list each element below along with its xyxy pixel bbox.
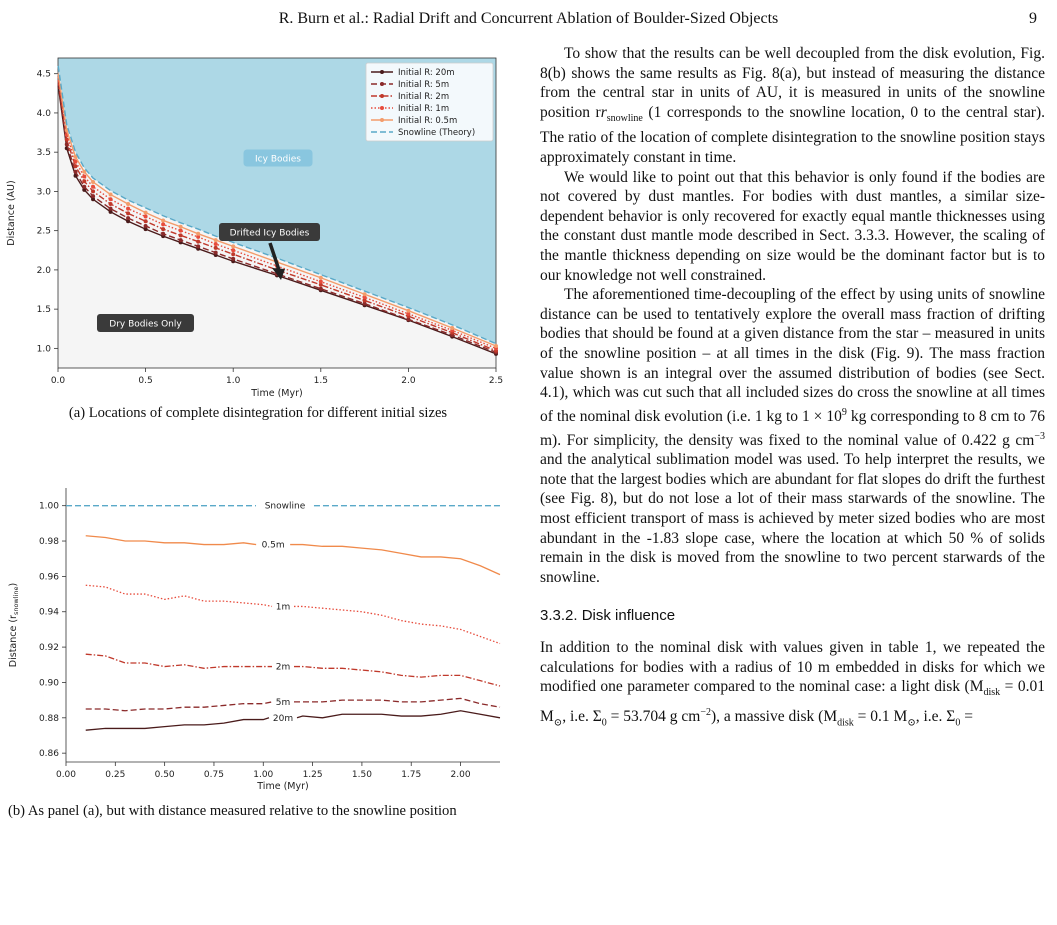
- section-heading: 3.3.2. Disk influence: [540, 607, 676, 625]
- data-point: [231, 244, 235, 248]
- drifted-label: Drifted Icy Bodies: [229, 228, 310, 239]
- data-point: [231, 248, 235, 252]
- data-point: [144, 215, 148, 219]
- paragraph-4: In addition to the nominal disk with values given in table 1, we repeated the calculations for bodies with a radius of 10 m embedded in disks for which we modified one parameter compared to the nominal case: a light disk ($M_{disk} = 0.01$ $M_⊙$, i.e. $\Sigma_0 = 53.704$ g $cm^{-2}$), a massive disk ($M_{disk} = 0.1$ $M_⊙$, i.e. $\Sigma_0$ =: [540, 639, 1045, 729]
- series-line: [86, 536, 256, 545]
- x-tick-label: 1.5: [313, 376, 328, 386]
- data-point: [109, 202, 113, 206]
- data-point: [214, 246, 218, 250]
- data-point: [214, 238, 218, 242]
- x-tick-label: 1.0: [226, 376, 241, 386]
- legend-label: Snowline (Theory): [398, 128, 476, 138]
- snowline-line-label: Snowline: [264, 501, 306, 512]
- icy-label: Icy Bodies: [255, 154, 301, 165]
- data-point: [91, 180, 95, 184]
- y-tick-label: 0.92: [38, 643, 59, 654]
- series-line: [86, 654, 272, 668]
- y-tick-label: 1.5: [36, 305, 51, 316]
- data-point: [126, 216, 130, 220]
- legend-label: Initial R: 5m: [398, 80, 450, 90]
- data-point: [179, 225, 183, 229]
- running-title: R. Burn et al.: Radial Drift and Concurrent Ablation of Boulder-Sized Objects: [278, 10, 779, 27]
- series-line-label: 2m: [275, 662, 291, 673]
- x-tick-label: 0.0: [50, 376, 66, 386]
- y-tick-label: 2.0: [36, 265, 51, 276]
- data-point: [179, 229, 183, 233]
- paragraph-2: We would like to point out that this behavior is only found if the bodies are not covered by dust mantles. For bodies with dust mantles, a similar size-dependent behavior is only recovered for exactly equal mantle thicknesses using the constant dust mantle mode described in Sect. 3.3.3. However, the scaling of the mantle thickness depending on size would be the dominant factor but is to our knowledge not well constrained.: [540, 168, 1045, 284]
- y-tick-label: 0.90: [38, 678, 59, 689]
- y-tick-label: 1.00: [38, 501, 59, 512]
- x-axis-label: Time (Myr): [257, 781, 309, 792]
- y-tick-label: 0.88: [38, 713, 59, 724]
- data-point: [126, 202, 130, 206]
- series-line: [294, 606, 500, 643]
- y-tick-label: 4.5: [36, 69, 51, 80]
- data-point: [406, 309, 410, 313]
- data-point: [161, 232, 165, 236]
- y-tick-label: 3.0: [36, 187, 51, 198]
- series-line: [297, 711, 500, 718]
- x-tick-label: 0.75: [203, 770, 224, 780]
- x-tick-label: 0.00: [55, 770, 77, 780]
- x-tick-label: 1.25: [302, 770, 323, 780]
- data-point: [179, 238, 183, 242]
- y-tick-label: 1.0: [36, 344, 51, 355]
- data-point: [144, 211, 148, 215]
- x-tick-label: 2.5: [488, 376, 504, 386]
- legend-label: Initial R: 20m: [398, 68, 455, 78]
- data-point: [196, 244, 200, 248]
- data-point: [144, 224, 148, 228]
- y-axis-label: Distance $(r_{snowline})$: [8, 582, 20, 668]
- series-line-label: 1m: [275, 602, 291, 613]
- y-tick-label: 0.86: [38, 749, 59, 760]
- series-line: [294, 698, 500, 707]
- legend-marker: [380, 106, 384, 110]
- dry-label: Dry Bodies Only: [109, 319, 182, 330]
- page-number: 9: [1029, 10, 1037, 27]
- data-point: [109, 197, 113, 201]
- data-point: [91, 194, 95, 198]
- y-tick-label: 2.5: [36, 226, 51, 237]
- data-point: [91, 189, 95, 193]
- figure-b-caption: (b) As panel (a), but with distance measured relative to the snowline position: [8, 803, 457, 819]
- x-axis-label: Time (Myr): [251, 388, 303, 398]
- data-point: [82, 179, 86, 183]
- legend-marker: [380, 70, 384, 74]
- series-line: [86, 702, 272, 711]
- data-point: [161, 227, 165, 231]
- series-line-label: 20m: [272, 713, 294, 724]
- data-point: [161, 218, 165, 222]
- y-tick-label: 0.96: [38, 572, 59, 583]
- series-line-label: 0.5m: [261, 540, 285, 551]
- legend-marker: [380, 82, 384, 86]
- series-line: [290, 545, 500, 575]
- figure-a-caption: (a) Locations of complete disintegration for different initial sizes: [68, 405, 448, 421]
- data-point: [179, 233, 183, 237]
- data-point: [161, 222, 165, 226]
- x-tick-label: 0.5: [138, 376, 153, 386]
- legend-marker: [380, 94, 384, 98]
- x-tick-label: 1.00: [253, 770, 274, 780]
- body-text-column: [540, 44, 1045, 733]
- paragraph-1: To show that the results can be well decoupled from the disk evolution, Fig. 8(b) shows the same results as Fig. 8(a), but instead of measuring the distance from the central star in units of AU, it is measured in units of the snowline position $rr_{snowline}$ (1 corresponds to the snowline location, 0 to the central star). The ratio of the location of complete disintegration to the snowline position stays approximately constant in time.: [540, 45, 1045, 167]
- data-point: [82, 185, 86, 189]
- paragraph-3: The aforementioned time-decoupling of the effect by using units of snowline distance can be used to tentatively explore the overall mass fraction of drifting bodies that should be found at a given distance from the star – measured in units of the snowline position – at all times in the disk (Fig. 9). The mass fraction value shown is an integral over the assumed distribution of bodies (see Sect. 4.1), which was cut such that all included sizes do cross the snowline at all times of the nominal disk evolution (i.e. 1 kg to $1 \times 10^9$ kg corresponding to 8 cm to 76 m). For simplicity, the density was fixed to the nominal value of 0.422 g $cm^{-3}$ and the analytical sublimation model was used. To help interpret the results, we note that the largest bodies which are abundant for flat slopes do drift the furthest (see Fig. 8), but do not lose a lot of their mass starwards of the snowline. The most efficient transport of mass is achieved by meter sized bodies who are most abundant in the -1.83 slope case, where the location at which 50 % of solids remain in the disk is moved from the snowline to two percent starwards of the snowline.: [540, 286, 1045, 586]
- data-point: [319, 280, 323, 284]
- data-point: [74, 164, 78, 168]
- y-axis-label: Distance (AU): [6, 180, 17, 246]
- data-point: [214, 242, 218, 246]
- data-point: [109, 207, 113, 211]
- figure-a-chart: [0, 48, 520, 398]
- data-point: [109, 193, 113, 197]
- legend-label: Initial R: 2m: [398, 92, 450, 102]
- data-point: [91, 185, 95, 189]
- data-point: [231, 257, 235, 261]
- data-point: [231, 252, 235, 256]
- data-point: [196, 240, 200, 244]
- data-point: [450, 326, 454, 330]
- series-line: [86, 718, 269, 730]
- x-tick-label: 2.0: [401, 376, 416, 386]
- x-tick-label: 1.75: [401, 770, 422, 780]
- data-point: [144, 219, 148, 223]
- legend-marker: [380, 118, 384, 122]
- data-point: [363, 292, 367, 296]
- x-tick-label: 1.50: [351, 770, 372, 780]
- series-line: [294, 667, 500, 686]
- y-tick-label: 3.5: [36, 148, 51, 159]
- data-point: [126, 211, 130, 215]
- x-tick-label: 0.25: [105, 770, 126, 780]
- data-point: [319, 276, 323, 280]
- data-point: [494, 344, 498, 348]
- data-point: [82, 175, 86, 179]
- page-header: [0, 4, 1057, 32]
- series-line-label: 5m: [275, 697, 291, 708]
- data-point: [74, 170, 78, 174]
- series-line: [86, 585, 272, 606]
- data-point: [126, 207, 130, 211]
- x-tick-label: 2.00: [450, 770, 471, 780]
- legend-label: Initial R: 0.5m: [398, 116, 458, 126]
- data-point: [214, 251, 218, 255]
- data-point: [196, 232, 200, 236]
- x-tick-label: 0.50: [154, 770, 175, 780]
- figure-b-chart: [0, 480, 520, 798]
- y-tick-label: 0.98: [38, 537, 59, 548]
- legend-label: Initial R: 1m: [398, 104, 450, 114]
- data-point: [319, 287, 323, 291]
- y-tick-label: 0.94: [38, 607, 59, 618]
- y-tick-label: 4.0: [36, 108, 51, 119]
